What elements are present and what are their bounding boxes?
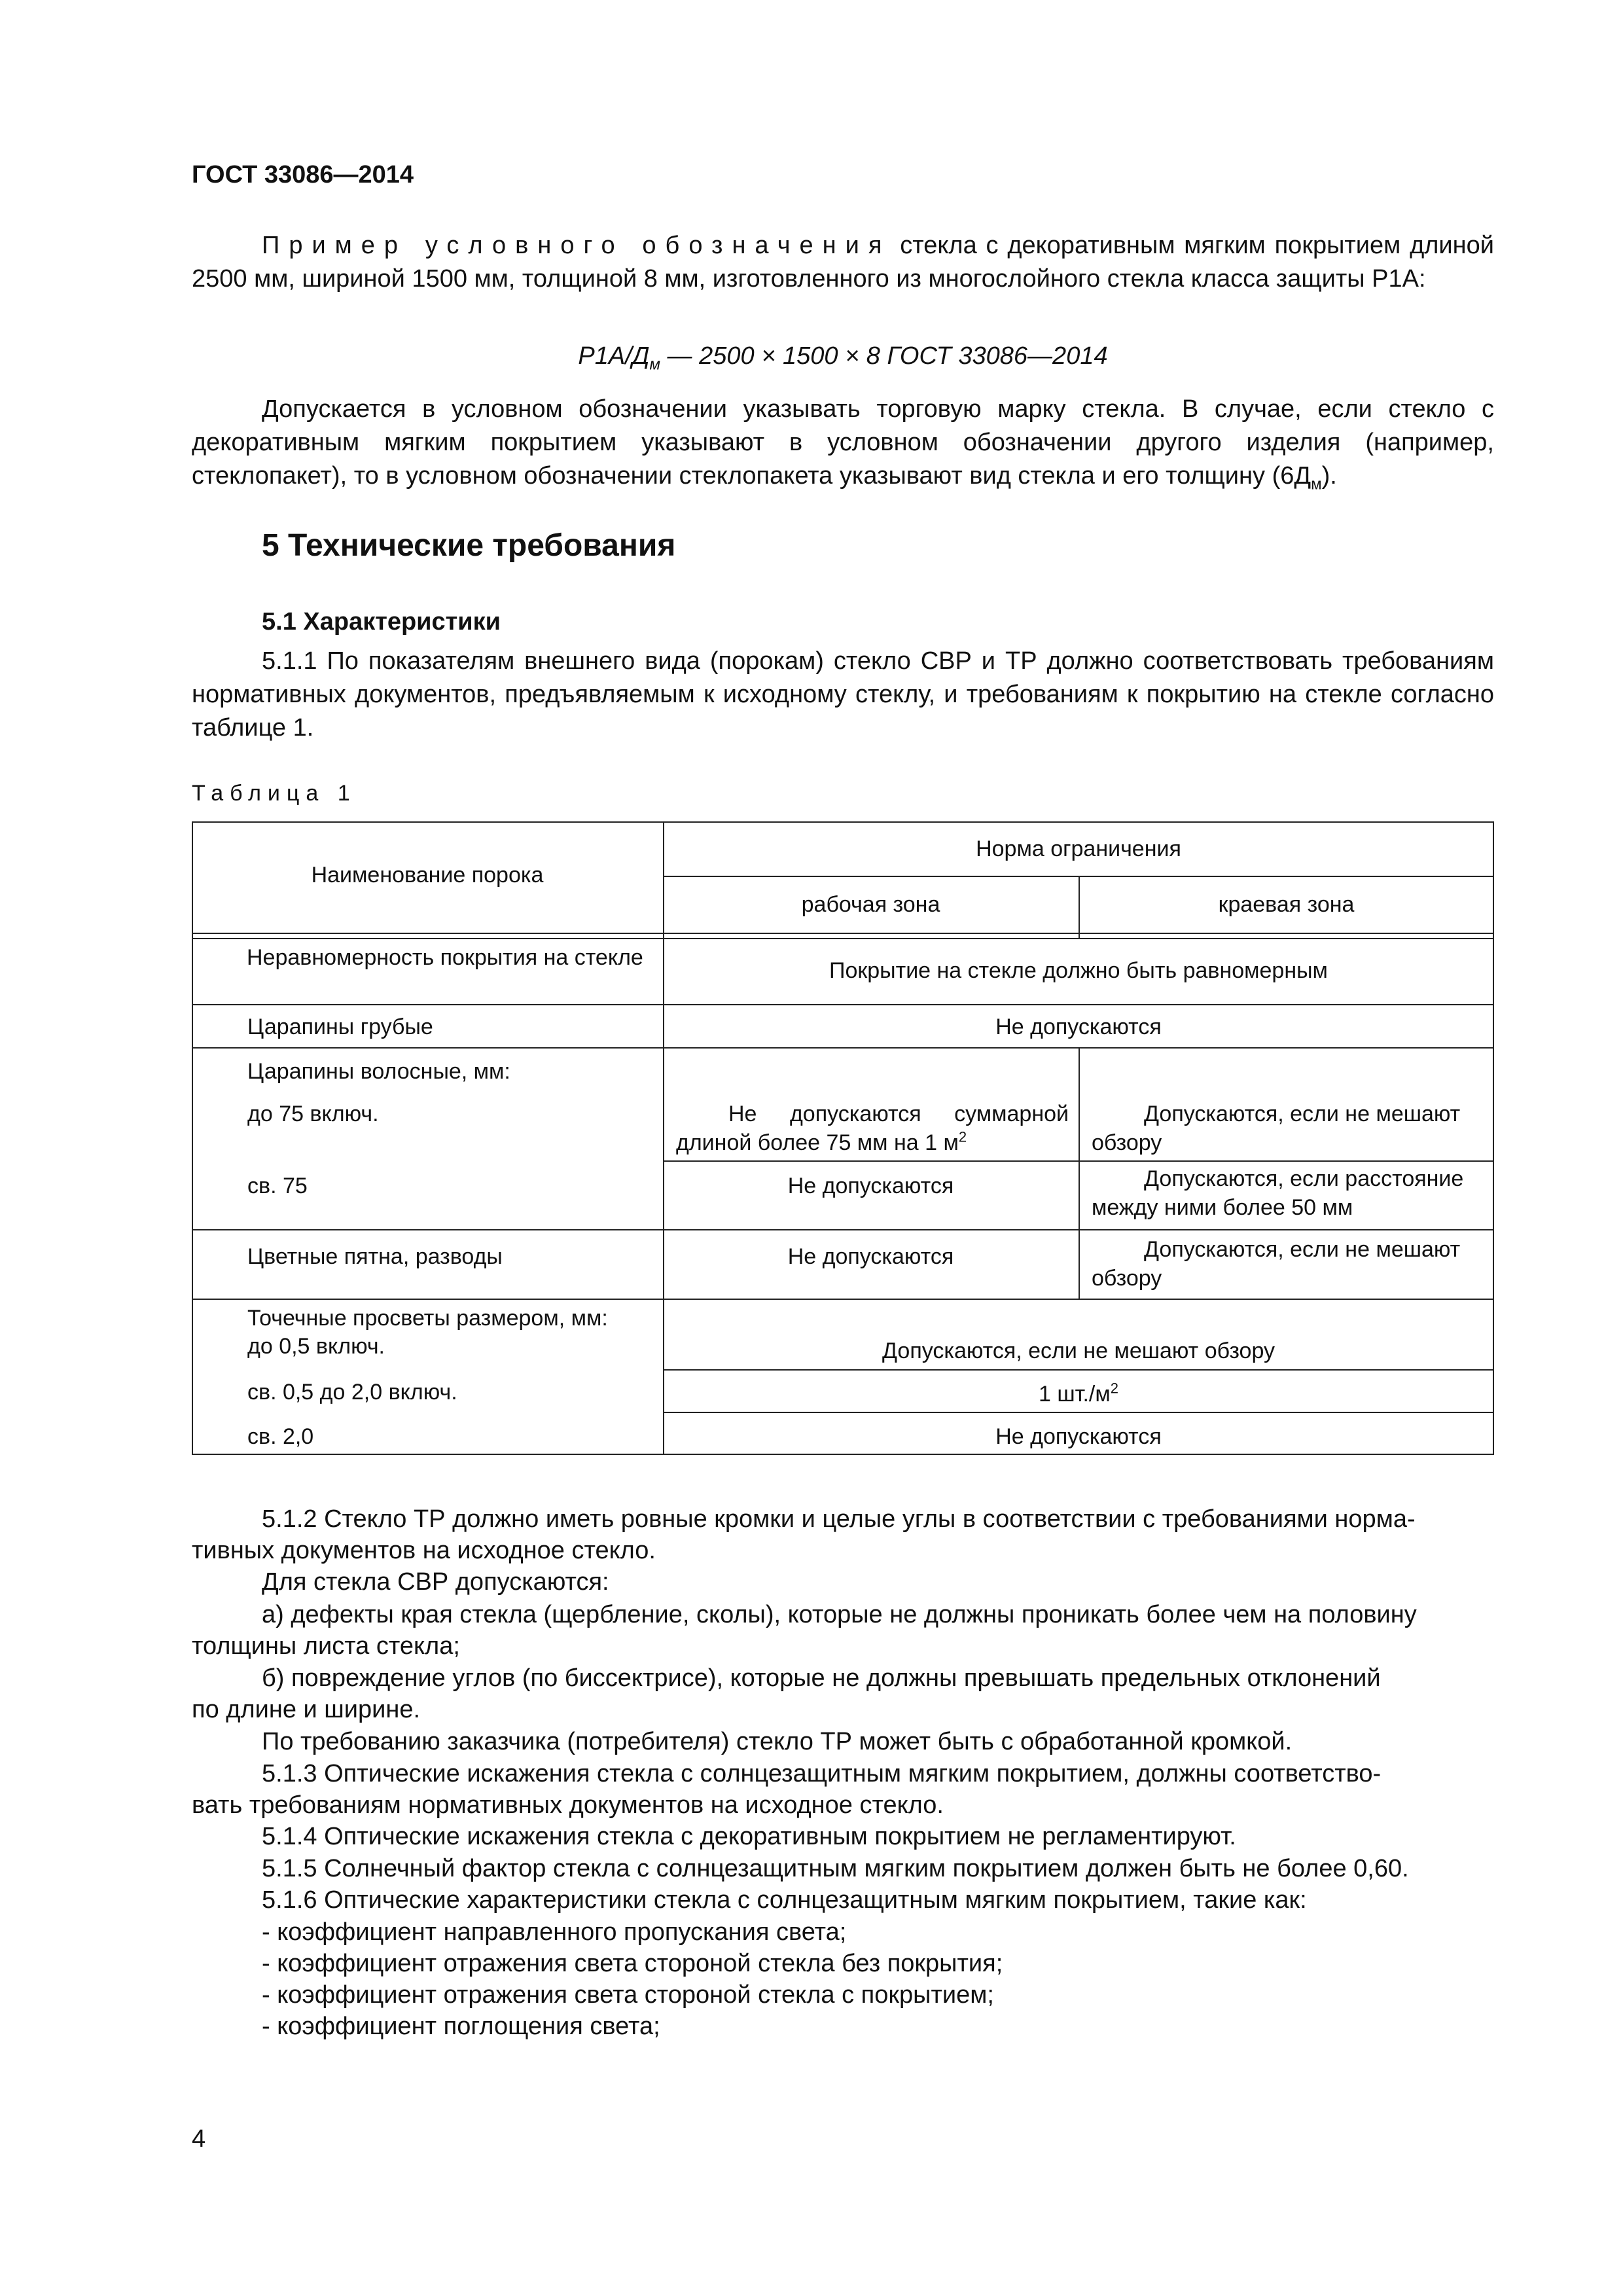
body-line: 5.1.4 Оптические искажения стекла с декоративным покрытием не регламентируют. <box>262 1823 1236 1850</box>
designation-formula <box>192 342 1494 374</box>
row-uneven-coating-value: Покрытие на стекле должно быть равномерным <box>829 958 1328 983</box>
pinholes-value-text: 1 шт./м <box>1039 1382 1111 1407</box>
row-hairline-scratches-title: Царапины волосные, мм: <box>247 1059 510 1084</box>
body-line: 5.1.6 Оптические характеристики стекла с солнцезащитным мягким покрытием, такие как: <box>262 1886 1307 1914</box>
row-rough-scratches-value: Не допускаются <box>995 1014 1162 1039</box>
table-caption: Таблица 1 <box>192 781 357 806</box>
row-hairline-over-75-name: св. 75 <box>247 1174 308 1198</box>
row-pinholes-title: Точечные просветы размером, мм: <box>247 1306 608 1331</box>
formula-prefix: Р1А/Д <box>578 342 650 370</box>
body-line: 5.1.2 Стекло ТР должно иметь ровные кромки и целые углы в соответствии с требованиями норма- <box>262 1505 1416 1533</box>
body-line: тивных документов на исходное стекло. <box>192 1537 656 1564</box>
pinholes-value-sup: 2 <box>1110 1380 1118 1397</box>
row-pinholes-05-20-value <box>663 1380 1494 1408</box>
trademark-end: ). <box>1321 462 1337 490</box>
section-title: 5 Технические требования <box>262 528 676 563</box>
row-pinholes-up-to-05-value: Допускаются, если не мешают обзору <box>882 1338 1275 1363</box>
trademark-text: Допускается в условном обозначении указывать торговую марку стекла. В случае, если стекло с декоративным мягким покрытием указывают в условном обозначении другого изделия (например, стеклопакет), то в условном обозначении стеклопакета указывают вид стекла и его толщину (6Д <box>192 395 1494 490</box>
bullet-item: - коэффициент отражения света стороной стекла с покрытием; <box>262 1981 994 2009</box>
trademark-paragraph <box>192 393 1494 493</box>
defects-table <box>192 821 1494 1455</box>
row-rough-scratches-name: Царапины грубые <box>247 1014 433 1039</box>
row-color-spots-work: Не допускаются <box>787 1244 954 1269</box>
example-spaced-label: Пример условного обозначения <box>262 232 891 259</box>
body-line: по длине и ширине. <box>192 1696 421 1723</box>
trademark-subscript: м <box>1311 475 1322 493</box>
row-pinholes-05-20-name: св. 0,5 до 2,0 включ. <box>247 1380 457 1405</box>
hairline-work-text: Не допускаются суммарной длиной более 75 мм на 1 м <box>676 1102 1069 1155</box>
bullet-item: - коэффициент отражения света стороной стекла без покрытия; <box>262 1950 1003 1977</box>
body-line: а) дефекты края стекла (щербление, сколы), которые не должны проникать более чем на половину <box>262 1601 1417 1628</box>
page-number: 4 <box>192 2125 206 2153</box>
body-line: Для стекла СВР допускаются: <box>262 1568 609 1596</box>
document-id: ГОСТ 33086—2014 <box>192 161 414 188</box>
body-line: вать требованиям нормативных документов на исходное стекло. <box>192 1791 944 1819</box>
row-hairline-over-75-work: Не допускаются <box>787 1174 954 1198</box>
paragraph-5-1-1: 5.1.1 По показателям внешнего вида (порокам) стекло СВР и ТР должно соответствовать требованиям нормативных документов, предъявляемым к исходному стеклу, и требованиям к покрытию на стекле согласно таблице 1. <box>192 647 1494 742</box>
header-defect-name: Наименование порока <box>311 863 544 888</box>
body-line: б) повреждение углов (по биссектрисе), которые не должны превышать предельных отклонений <box>262 1664 1381 1692</box>
body-line: 5.1.5 Солнечный фактор стекла с солнцезащитным мягким покрытием должен быть не более 0,60. <box>262 1855 1409 1882</box>
formula-suffix: — 2500 × 1500 × 8 ГОСТ 33086—2014 <box>660 342 1108 370</box>
row-hairline-over-75-edge: Допускаются, если расстояние между ними более 50 мм <box>1092 1166 1464 1220</box>
row-hairline-up-to-75-work <box>676 1100 1069 1157</box>
row-pinholes-over-20-value: Не допускаются <box>995 1424 1162 1449</box>
header-edge-zone: краевая зона <box>1218 892 1355 917</box>
bullet-item: - коэффициент направленного пропускания света; <box>262 1918 847 1946</box>
body-line: 5.1.3 Оптические искажения стекла с солнцезащитным мягким покрытием, должны соответство- <box>262 1760 1382 1787</box>
body-line: По требованию заказчика (потребителя) стекло ТР может быть с обработанной кромкой. <box>262 1728 1293 1755</box>
example-text: стекла с декоративным мягким покрытием длиной 2500 мм, шириной 1500 мм, толщиной 8 мм, изготовленного из многослойного стекла класса защиты Р1А: <box>192 232 1494 293</box>
formula-subscript: м <box>649 355 660 374</box>
row-pinholes-over-20-name: св. 2,0 <box>247 1424 314 1449</box>
row-color-spots-name: Цветные пятна, разводы <box>247 1244 503 1269</box>
row-pinholes-up-to-05-name: до 0,5 включ. <box>247 1334 385 1359</box>
row-color-spots-edge: Допускаются, если не мешают обзору <box>1092 1237 1461 1291</box>
row-hairline-up-to-75-edge: Допускаются, если не мешают обзору <box>1092 1102 1461 1155</box>
hairline-work-sup: 2 <box>958 1128 967 1145</box>
body-line: толщины листа стекла; <box>192 1632 460 1660</box>
example-paragraph <box>192 229 1494 296</box>
row-uneven-coating-name: Неравномерность покрытия на стекле <box>247 945 643 970</box>
header-limit-norm: Норма ограничения <box>976 836 1181 861</box>
bullet-item: - коэффициент поглощения света; <box>262 2013 660 2040</box>
subsection-title: 5.1 Характеристики <box>262 608 501 636</box>
header-work-zone: рабочая зона <box>801 892 940 917</box>
row-hairline-up-to-75-name: до 75 включ. <box>247 1102 379 1126</box>
